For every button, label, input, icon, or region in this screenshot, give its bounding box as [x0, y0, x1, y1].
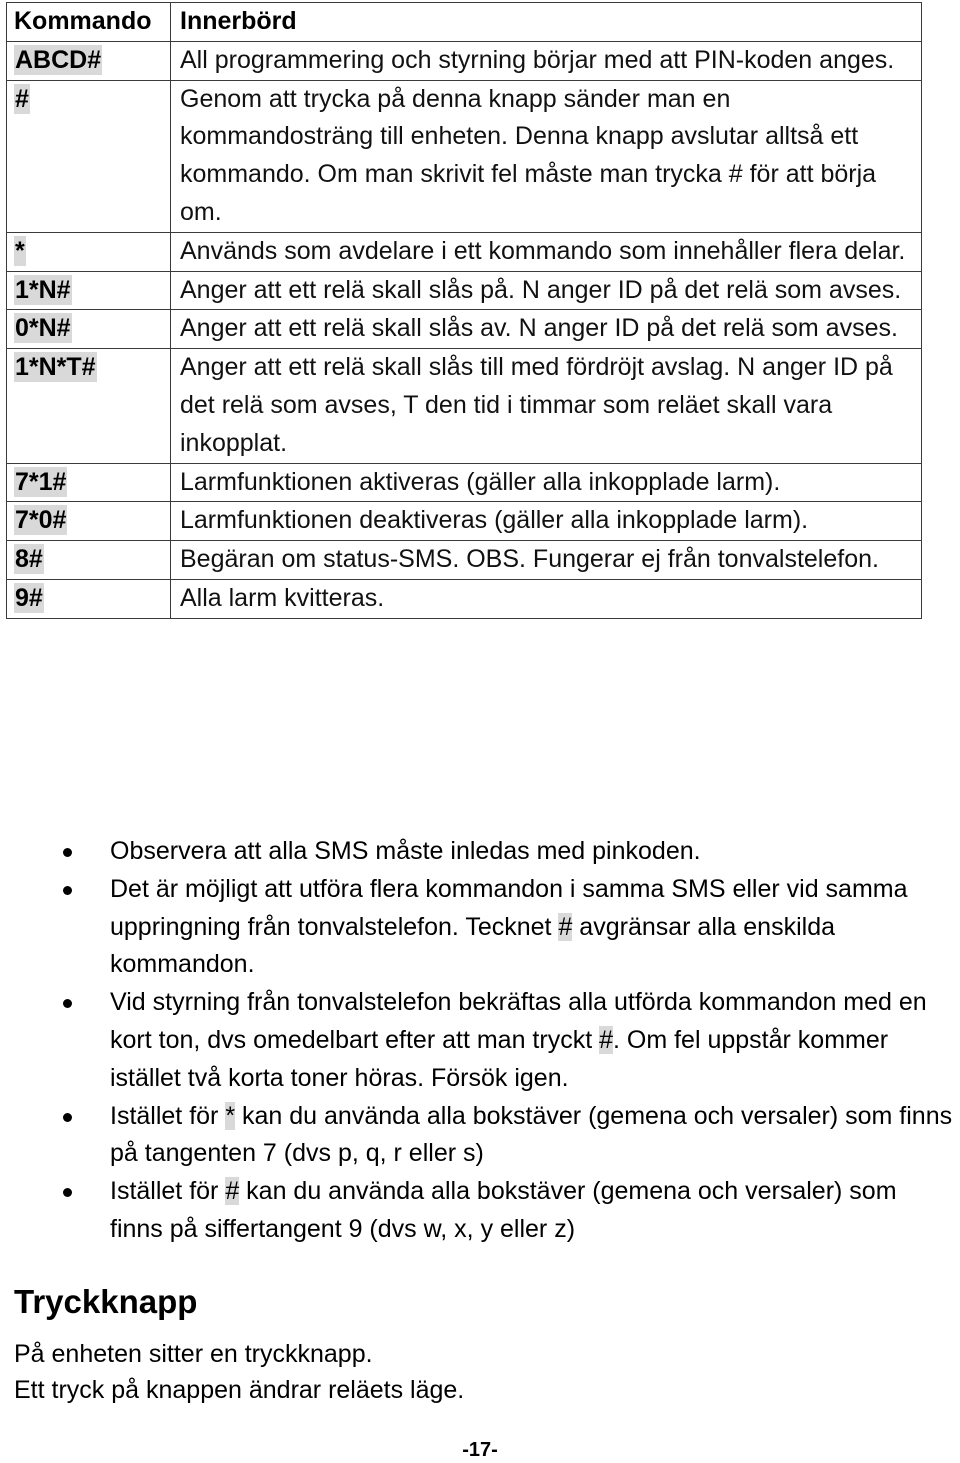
command-meaning: Begäran om status-SMS. OBS. Fungerar ej från tonvalstelefon. — [171, 541, 922, 580]
bullet-icon — [63, 999, 72, 1008]
table-row — [7, 349, 922, 463]
section-paragraph: Ett tryck på knappen ändrar reläets läge. — [14, 1375, 465, 1404]
command-code: 1*N*T# — [15, 353, 96, 382]
command-meaning: Larmfunktionen aktiveras (gäller alla inkopplade larm). — [171, 463, 922, 502]
table-row — [7, 310, 922, 349]
highlighted-symbol: # — [599, 1025, 613, 1054]
command-meaning: Alla larm kvitteras. — [171, 579, 922, 618]
note-text: Istället för — [110, 1177, 226, 1206]
command-code: 7*1# — [15, 467, 67, 496]
page-number: -17- — [462, 1439, 498, 1461]
notes-list — [0, 833, 960, 1249]
note-text: Det är möjligt att utföra flera kommandon i samma SMS eller vid samma uppringning från tonvalstelefon. Tecknet — [110, 874, 908, 941]
table-row — [7, 579, 922, 618]
list-item — [0, 984, 960, 1097]
header-meaning: Innerbörd — [171, 3, 922, 42]
command-code: ABCD# — [15, 45, 102, 74]
note-text: Observera att alla SMS måste inledas med pinkoden. — [110, 837, 701, 865]
command-code: 1*N# — [15, 275, 71, 304]
note-text: Istället för — [110, 1101, 226, 1130]
header-command: Kommando — [7, 3, 171, 42]
command-code: 7*0# — [15, 506, 67, 535]
command-code: 0*N# — [15, 314, 71, 343]
command-code: 9# — [15, 583, 43, 612]
table-row — [7, 41, 922, 80]
command-meaning: Genom att trycka på denna knapp sänder man en kommandosträng till enheten. Denna knapp avslutar alltså ett kommando. Om man skrivit fel måste man trycka # för att börja om. — [171, 80, 922, 232]
section-paragraph: På enheten sitter en tryckknapp. — [14, 1340, 373, 1368]
bullet-icon — [63, 886, 72, 895]
highlighted-symbol: # — [225, 1177, 240, 1206]
command-meaning: All programmering och styrning börjar med att PIN-koden anges. — [171, 41, 922, 80]
note-text: . Om fel uppstår kommer istället två korta toner höras. Försök igen. — [110, 1025, 889, 1092]
command-meaning: Anger att ett relä skall slås på. N anger ID på det relä som avses. — [171, 271, 922, 310]
note-text: kan du använda alla bokstäver (gemena och versaler) som finns på tangenten 7 (dvs p, q, r eller s) — [110, 1101, 953, 1168]
list-item — [0, 1173, 960, 1249]
command-code: * — [15, 236, 25, 265]
note-text: Vid styrning från tonvalstelefon bekräftas alla utförda kommandon med en kort ton, dvs omedelbart efter att man tryckt — [110, 988, 927, 1054]
command-meaning: Larmfunktionen deaktiveras (gäller alla inkopplade larm). — [171, 502, 922, 541]
note-text: avgränsar alla enskilda kommandon. — [110, 912, 836, 979]
section-title: Tryckknapp — [14, 1283, 198, 1320]
command-code: 8# — [15, 545, 43, 574]
command-code: # — [15, 84, 29, 113]
table-row — [7, 502, 922, 541]
bullet-icon — [63, 848, 72, 857]
bullet-icon — [63, 1188, 72, 1197]
list-item — [0, 1098, 960, 1174]
table-row — [7, 232, 922, 271]
list-item — [0, 833, 960, 871]
highlighted-symbol: # — [558, 912, 573, 941]
table-header-row — [7, 3, 922, 42]
command-meaning: Används som avdelare i ett kommando som innehåller flera delar. — [171, 232, 922, 271]
list-item — [0, 871, 960, 984]
table-row — [7, 271, 922, 310]
command-table — [6, 2, 922, 619]
table-row — [7, 463, 922, 502]
note-text: kan du använda alla bokstäver (gemena och versaler) som finns på siffertangent 9 (dvs w, x, y eller z) — [110, 1177, 897, 1243]
command-meaning: Anger att ett relä skall slås till med fördröjt avslag. N anger ID på det relä som avses, T den tid i timmar som reläet skall vara inkopplat. — [171, 349, 922, 463]
highlighted-symbol: * — [225, 1101, 236, 1130]
section-body — [14, 1337, 464, 1408]
bullet-icon — [63, 1113, 72, 1122]
table-row — [7, 541, 922, 580]
command-meaning: Anger att ett relä skall slås av. N anger ID på det relä som avses. — [171, 310, 922, 349]
table-row — [7, 80, 922, 232]
